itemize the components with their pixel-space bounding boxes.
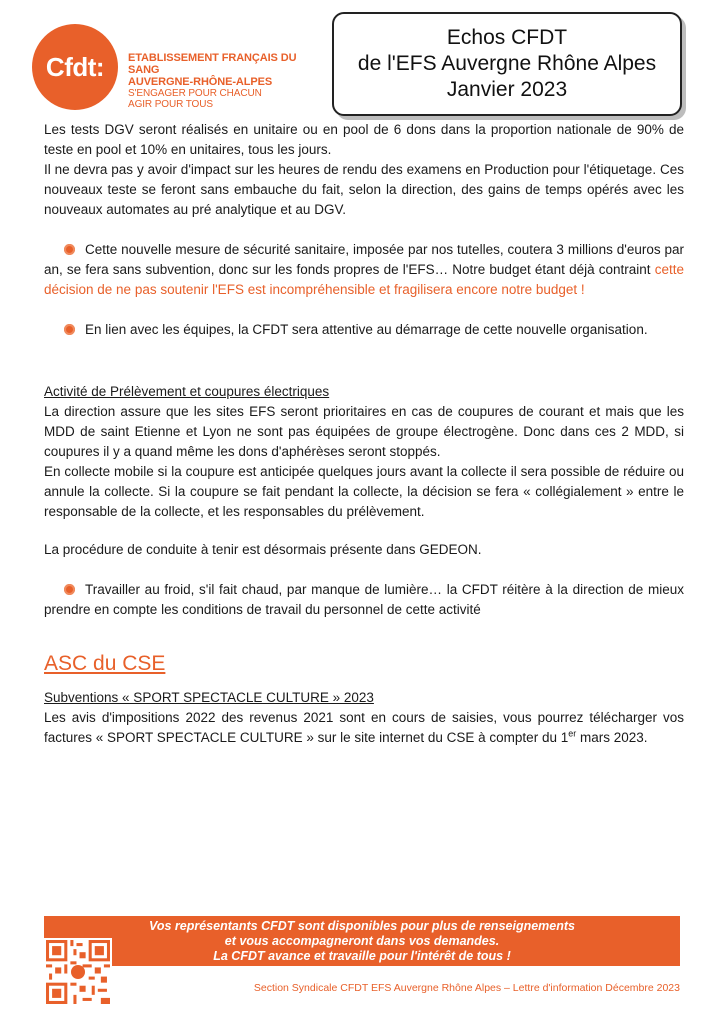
- newsletter-title-box: [332, 12, 682, 116]
- bullet-text: Cette nouvelle mesure de sécurité sanitaire, imposée par nos tutelles, coutera 3 millions d'euros par an, se fera sans subvention, donc sur les fonds propres de l'EFS… Notre budget étant déjà contraint: [44, 242, 684, 277]
- paragraph: Les tests DGV seront réalisés en unitaire ou en pool de 6 dons dans la proportion nationale de 90% de teste en pool et 10% en unitaires, tous les jours.: [44, 122, 684, 157]
- paragraph: La procédure de conduite à tenir est désormais présente dans GEDEON.: [44, 542, 482, 557]
- bullet-paragraph: [44, 320, 684, 340]
- cfdt-bullet-icon: [64, 324, 75, 335]
- logo-line-1: ETABLISSEMENT FRANÇAIS DU SANG: [128, 52, 297, 76]
- cfdt-logo-mark: Cfdt:: [32, 24, 118, 110]
- section-heading: Activité de Prélèvement et coupures électriques: [44, 384, 330, 399]
- title-line-3: Janvier 2023: [446, 78, 568, 101]
- cfdt-bullet-icon: [64, 584, 75, 595]
- bullet-paragraph: [44, 580, 684, 620]
- bullet-paragraph: [44, 240, 684, 300]
- paragraph-text-end: mars 2023.: [576, 730, 648, 745]
- logo-text: [128, 52, 318, 110]
- paragraph: En collecte mobile si la coupure est anticipée quelques jours avant la collecte il sera possible de réduire ou annule la collecte. Si la coupure se fait pendant la collecte, la décision se fera « collégialement » entre le responsable de la collecte, et les responsables du prélèvement.: [44, 464, 684, 519]
- ordinal-suffix: er: [568, 728, 577, 739]
- section-heading: Subventions « SPORT SPECTACLE CULTURE » 2023: [44, 690, 374, 705]
- bullet-highlight-text: cette décision de ne pas soutenir l'EFS est incompréhensible et fragilisera encore notre budget !: [44, 262, 684, 297]
- bullet-text: En lien avec les équipes, la CFDT sera attentive au démarrage de cette nouvelle organisation.: [85, 322, 648, 337]
- main-content: [44, 120, 684, 748]
- paragraph: [44, 708, 684, 748]
- title-line-2: de l'EFS Auvergne Rhône Alpes: [357, 52, 657, 75]
- logo-line-3: S'ENGAGER POUR CHACUN: [128, 88, 262, 99]
- cfdt-logo: [32, 24, 318, 112]
- banner-line-2: et vous accompagneront dans vos demandes.: [224, 933, 500, 948]
- contact-banner: [44, 916, 680, 966]
- title-line-1: Echos CFDT: [446, 26, 568, 49]
- paragraph-text: Les avis d'impositions 2022 des revenus 2021 sont en cours de saisies, vous pourrez télécharger vos factures « SPORT SPECTACLE CULTURE » sur le site internet du CSE à compter du 1: [44, 710, 684, 745]
- asc-section-title: ASC du CSE: [44, 652, 166, 675]
- cfdt-bullet-icon: [64, 244, 75, 255]
- footer-text: Section Syndicale CFDT EFS Auvergne Rhône Alpes – Lettre d'information Décembre 2023: [253, 982, 680, 994]
- logo-line-2: AUVERGNE-RHÔNE-ALPES: [128, 76, 273, 88]
- qr-code-icon[interactable]: [44, 938, 112, 1006]
- bullet-text: Travailler au froid, s'il fait chaud, par manque de lumière… la CFDT réitère à la direction de mieux prendre en compte les conditions de travail du personnel de cette activité: [44, 582, 684, 617]
- logo-line-4: AGIR POUR TOUS: [128, 99, 213, 110]
- paragraph: La direction assure que les sites EFS seront prioritaires en cas de coupures de courant et mais que les MDD de saint Etienne et Lyon ne sont pas équipées de groupe électrogène. Donc dans ces 2 MDD, si coupures il y a quand même les dons d'aphérèses seront stoppés.: [44, 404, 684, 459]
- paragraph: Il ne devra pas y avoir d'impact sur les heures de rendu des examens en Production pour l'étiquetage. Ces nouveaux teste se feront sans embauche du fait, selon la direction, des gains de temps opérés avec les nouveaux automates au pré analytique et au DGV.: [44, 162, 684, 217]
- banner-line-3: La CFDT avance et travaille pour l'intérêt de tous !: [213, 948, 511, 963]
- banner-line-1: Vos représentants CFDT sont disponibles pour plus de renseignements: [148, 918, 575, 933]
